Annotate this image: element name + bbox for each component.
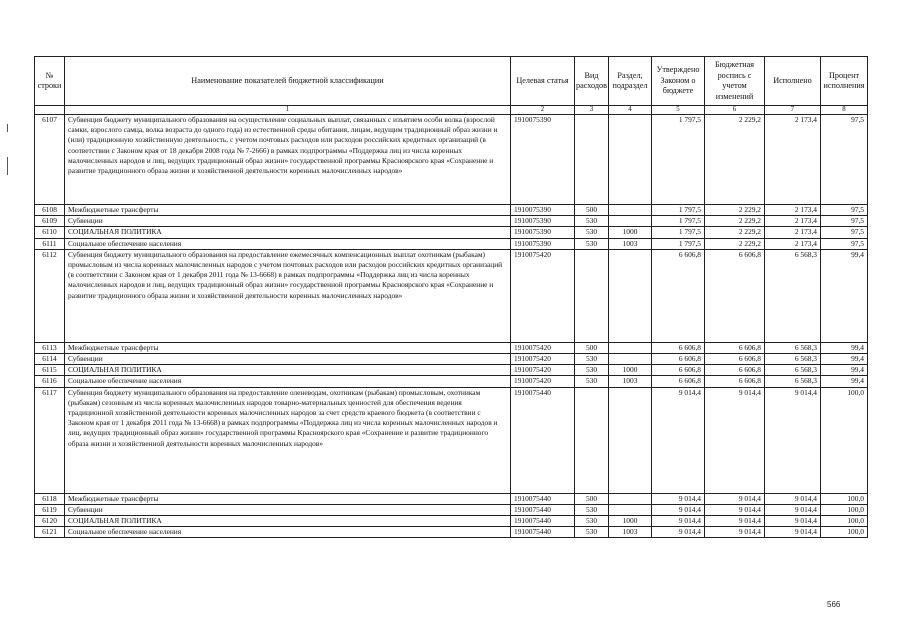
percent-cell: 97,5 — [821, 227, 868, 238]
header-row-no: № строки — [35, 57, 65, 106]
column-index: 8 — [821, 106, 868, 115]
column-index: 3 — [575, 106, 609, 115]
target-article-cell: 1910075420 — [511, 354, 575, 365]
header-name: Наименование показателей бюджетной классификации — [65, 57, 511, 106]
row-name-cell: Субвенции — [65, 504, 511, 515]
budget-list-amount-cell: 2 229,2 — [705, 205, 765, 216]
executed-amount-cell: 2 173,4 — [765, 115, 821, 205]
expense-type-cell: 530 — [575, 516, 609, 527]
section-cell: 1000 — [609, 365, 652, 376]
header-target: Целевая статья — [511, 57, 575, 106]
target-article-cell: 1910075440 — [511, 516, 575, 527]
expense-type-cell: 530 — [575, 504, 609, 515]
budget-list-amount-cell: 2 229,2 — [705, 238, 765, 249]
budget-list-amount-cell: 6 606,8 — [705, 376, 765, 387]
table-row — [35, 527, 868, 538]
approved-amount-cell: 1 797,5 — [652, 216, 705, 227]
row-number-cell: 6107 — [35, 115, 65, 205]
expense-type-cell: 500 — [575, 342, 609, 353]
expense-type-cell — [575, 249, 609, 342]
section-cell: 1003 — [609, 376, 652, 387]
executed-amount-cell: 9 014,4 — [765, 527, 821, 538]
scan-margin-mark — [7, 124, 8, 132]
target-article-cell: 1910075390 — [511, 216, 575, 227]
approved-amount-cell: 6 606,8 — [652, 365, 705, 376]
column-index: 2 — [511, 106, 575, 115]
row-name-cell: СОЦИАЛЬНАЯ ПОЛИТИКА — [65, 365, 511, 376]
expense-type-cell: 530 — [575, 354, 609, 365]
section-cell — [609, 504, 652, 515]
executed-amount-cell: 6 568,3 — [765, 342, 821, 353]
executed-amount-cell: 6 568,3 — [765, 376, 821, 387]
table-row — [35, 205, 868, 216]
budget-list-amount-cell: 2 229,2 — [705, 227, 765, 238]
budget-list-amount-cell: 9 014,4 — [705, 527, 765, 538]
target-article-cell: 1910075420 — [511, 342, 575, 353]
percent-cell: 99,4 — [821, 354, 868, 365]
section-cell — [609, 493, 652, 504]
target-article-cell: 1910075390 — [511, 115, 575, 205]
approved-amount-cell: 6 606,8 — [652, 376, 705, 387]
section-cell: 1003 — [609, 238, 652, 249]
approved-amount-cell: 9 014,4 — [652, 493, 705, 504]
table-row — [35, 238, 868, 249]
column-index: 1 — [65, 106, 511, 115]
percent-cell: 100,0 — [821, 493, 868, 504]
row-number-cell: 6109 — [35, 216, 65, 227]
budget-list-amount-cell: 6 606,8 — [705, 354, 765, 365]
approved-amount-cell: 9 014,4 — [652, 516, 705, 527]
target-article-cell: 1910075420 — [511, 249, 575, 342]
expense-type-cell: 530 — [575, 216, 609, 227]
budget-list-amount-cell: 2 229,2 — [705, 115, 765, 205]
approved-amount-cell: 6 606,8 — [652, 249, 705, 342]
expense-type-cell: 530 — [575, 365, 609, 376]
section-cell — [609, 205, 652, 216]
target-article-cell: 1910075390 — [511, 238, 575, 249]
approved-amount-cell: 9 014,4 — [652, 387, 705, 493]
row-name-cell: Субвенция бюджету муниципального образования на предоставление ежемесячных компенсационных выплат охотникам (рыбакам) промысловым из числа коренных малочисленных народов с учетом почтовых расходов или расходов российских кредитных организаций (в соответствии с Законом края от 1 декабря 2011 года № 13-6668) в рамках подпрограммы «Поддержка лиц из числа коренных малочисленных народов и лиц, ведущих традиционный образ жизни» государственной программы Красноярского края «Сохранение и развитие традиционного образа жизни и хозяйственной деятельности коренных малочисленных народов» — [65, 249, 511, 342]
section-cell — [609, 115, 652, 205]
target-article-cell: 1910075420 — [511, 365, 575, 376]
scan-margin-mark — [7, 157, 8, 175]
row-name-cell: СОЦИАЛЬНАЯ ПОЛИТИКА — [65, 227, 511, 238]
budget-list-amount-cell: 6 606,8 — [705, 342, 765, 353]
section-cell: 1000 — [609, 227, 652, 238]
row-name-cell: Социальное обеспечение населения — [65, 238, 511, 249]
percent-cell: 100,0 — [821, 387, 868, 493]
header-executed: Исполнено — [765, 57, 821, 106]
target-article-cell: 1910075440 — [511, 493, 575, 504]
table-row — [35, 115, 868, 205]
executed-amount-cell: 2 173,4 — [765, 238, 821, 249]
table-row — [35, 516, 868, 527]
expense-type-cell — [575, 387, 609, 493]
section-cell: 1003 — [609, 527, 652, 538]
table-row — [35, 249, 868, 342]
executed-amount-cell: 6 568,3 — [765, 249, 821, 342]
expense-type-cell — [575, 115, 609, 205]
row-name-cell: Субвенции — [65, 354, 511, 365]
percent-cell: 97,5 — [821, 115, 868, 205]
header-budget-list: Бюджетная роспись с учетом изменений — [705, 57, 765, 106]
section-cell — [609, 249, 652, 342]
column-index: 7 — [765, 106, 821, 115]
executed-amount-cell: 6 568,3 — [765, 354, 821, 365]
section-cell: 1000 — [609, 516, 652, 527]
budget-list-amount-cell: 9 014,4 — [705, 387, 765, 493]
expense-type-cell: 500 — [575, 205, 609, 216]
target-article-cell: 1910075440 — [511, 527, 575, 538]
header-approved: Утверждено Законом о бюджете — [652, 57, 705, 106]
percent-cell: 99,4 — [821, 365, 868, 376]
row-name-cell: СОЦИАЛЬНАЯ ПОЛИТИКА — [65, 516, 511, 527]
approved-amount-cell: 6 606,8 — [652, 342, 705, 353]
approved-amount-cell: 1 797,5 — [652, 205, 705, 216]
executed-amount-cell: 9 014,4 — [765, 504, 821, 515]
row-name-cell: Межбюджетные трансферты — [65, 205, 511, 216]
table-row — [35, 387, 868, 493]
row-number-cell: 6117 — [35, 387, 65, 493]
section-cell — [609, 387, 652, 493]
table-row — [35, 342, 868, 353]
executed-amount-cell: 2 173,4 — [765, 227, 821, 238]
approved-amount-cell: 1 797,5 — [652, 238, 705, 249]
approved-amount-cell: 1 797,5 — [652, 227, 705, 238]
row-name-cell: Межбюджетные трансферты — [65, 342, 511, 353]
row-number-cell: 6116 — [35, 376, 65, 387]
table-row — [35, 504, 868, 515]
row-number-cell: 6115 — [35, 365, 65, 376]
budget-list-amount-cell: 9 014,4 — [705, 516, 765, 527]
executed-amount-cell: 6 568,3 — [765, 365, 821, 376]
target-article-cell: 1910075390 — [511, 227, 575, 238]
row-number-cell: 6118 — [35, 493, 65, 504]
header-row — [35, 57, 868, 106]
row-name-cell: Межбюджетные трансферты — [65, 493, 511, 504]
expense-type-cell: 530 — [575, 238, 609, 249]
row-number-cell: 6119 — [35, 504, 65, 515]
percent-cell: 97,5 — [821, 238, 868, 249]
column-index-row — [35, 106, 868, 115]
approved-amount-cell: 1 797,5 — [652, 115, 705, 205]
row-number-cell: 6121 — [35, 527, 65, 538]
budget-execution-table — [34, 56, 868, 538]
percent-cell: 99,4 — [821, 376, 868, 387]
row-number-cell: 6113 — [35, 342, 65, 353]
table-row — [35, 227, 868, 238]
row-name-cell: Субвенция бюджету муниципального образования на предоставление оленеводам, охотникам (рыбакам) промысловым, охотникам (рыбакам) сезонным из числа коренных малочисленных народов товарно-материальных ценностей для обеспечения ведения традиционной хозяйственной деятельности коренных малочисленных народов за счет средств краевого бюджета (в соответствии с Законом края от 1 декабря 2011 года № 13-6668) в рамках подпрограммы «Поддержка лиц из числа коренных малочисленных народов и лиц, ведущих традиционный образ жизни» государственной программы Красноярского края «Сохранение и развитие традиционного образа жизни и хозяйственной деятельности коренных малочисленных народов» — [65, 387, 511, 493]
header-percent: Процент исполнения — [821, 57, 868, 106]
column-index: 5 — [652, 106, 705, 115]
table-body — [35, 115, 868, 538]
executed-amount-cell: 9 014,4 — [765, 516, 821, 527]
approved-amount-cell: 9 014,4 — [652, 504, 705, 515]
row-number-cell: 6120 — [35, 516, 65, 527]
table-row — [35, 216, 868, 227]
column-index: 6 — [705, 106, 765, 115]
section-cell — [609, 216, 652, 227]
section-cell — [609, 342, 652, 353]
section-cell — [609, 354, 652, 365]
target-article-cell: 1910075440 — [511, 387, 575, 493]
percent-cell: 99,4 — [821, 249, 868, 342]
executed-amount-cell: 9 014,4 — [765, 387, 821, 493]
row-name-cell: Субвенции — [65, 216, 511, 227]
executed-amount-cell: 2 173,4 — [765, 216, 821, 227]
table-row — [35, 376, 868, 387]
row-name-cell: Субвенция бюджету муниципального образования на осуществление социальных выплат, связанных с изъятием особи волка (взрослой самки, взрослого самца, волка возраста до одного года) из естественной среды обитания, лицам, ведущим традиционный образ жизни и (или) традиционную хозяйственную деятельность, с учетом почтовых расходов или расходов российских кредитных организаций (в соответствии с Законом края от 18 декабря 2008 года № 7-2666) в рамках подпрограммы «Поддержка лиц из числа коренных малочисленных народов и лиц, ведущих традиционный образ жизни» государственной программы Красноярского края «Сохранение и развитие традиционного образа жизни и хозяйственной деятельности коренных малочисленных народов» — [65, 115, 511, 205]
expense-type-cell: 500 — [575, 493, 609, 504]
header-section: Раздел, подраздел — [609, 57, 652, 106]
percent-cell: 99,4 — [821, 342, 868, 353]
executed-amount-cell: 9 014,4 — [765, 493, 821, 504]
row-number-cell: 6110 — [35, 227, 65, 238]
page-number: 566 — [827, 600, 841, 609]
row-number-cell: 6111 — [35, 238, 65, 249]
executed-amount-cell: 2 173,4 — [765, 205, 821, 216]
row-number-cell: 6108 — [35, 205, 65, 216]
budget-list-amount-cell: 6 606,8 — [705, 365, 765, 376]
column-index: 4 — [609, 106, 652, 115]
row-number-cell: 6112 — [35, 249, 65, 342]
table-row — [35, 354, 868, 365]
target-article-cell: 1910075390 — [511, 205, 575, 216]
target-article-cell: 1910075440 — [511, 504, 575, 515]
percent-cell: 97,5 — [821, 216, 868, 227]
percent-cell: 100,0 — [821, 516, 868, 527]
row-name-cell: Социальное обеспечение населения — [65, 527, 511, 538]
table-row — [35, 365, 868, 376]
table-row — [35, 493, 868, 504]
approved-amount-cell: 6 606,8 — [652, 354, 705, 365]
approved-amount-cell: 9 014,4 — [652, 527, 705, 538]
target-article-cell: 1910075420 — [511, 376, 575, 387]
percent-cell: 100,0 — [821, 504, 868, 515]
budget-list-amount-cell: 9 014,4 — [705, 504, 765, 515]
budget-list-amount-cell: 2 229,2 — [705, 216, 765, 227]
budget-list-amount-cell: 9 014,4 — [705, 493, 765, 504]
row-number-cell: 6114 — [35, 354, 65, 365]
expense-type-cell: 530 — [575, 376, 609, 387]
percent-cell: 97,5 — [821, 205, 868, 216]
budget-list-amount-cell: 6 606,8 — [705, 249, 765, 342]
header-expense-type: Вид расходов — [575, 57, 609, 106]
percent-cell: 100,0 — [821, 527, 868, 538]
expense-type-cell: 530 — [575, 227, 609, 238]
row-name-cell: Социальное обеспечение населения — [65, 376, 511, 387]
expense-type-cell: 530 — [575, 527, 609, 538]
